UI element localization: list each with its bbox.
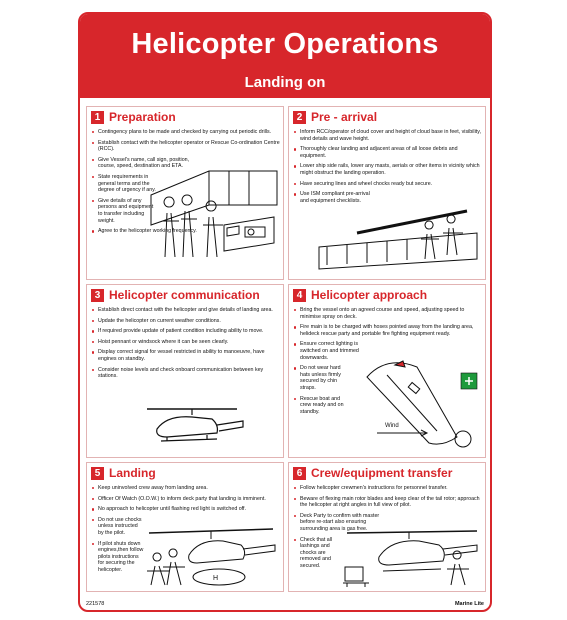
bullet-item: If required provide update of patient condition including ability to move.: [92, 328, 280, 335]
bullet-item: Do not wear hard hats unless firmly secured by chin straps.: [294, 365, 346, 391]
svg-text:H: H: [213, 575, 219, 582]
bullet-item: Hoist pennant or windsock where it can be seen clearly.: [92, 339, 280, 346]
product-code: 221578: [86, 601, 105, 607]
bullet-item: Consider noise levels and check onboard communication between key stations.: [92, 367, 280, 380]
bullet-item: Use ISM compliant pre-arrival and equipment checklists.: [294, 191, 380, 204]
bullet-item: Keep uninvolved crew away from landing area.: [92, 485, 280, 492]
bullet-item: Check that all lashings and chocks are removed and secured.: [294, 537, 340, 570]
helicopter-landing-illustration: [143, 525, 279, 589]
poster-header: [80, 14, 490, 98]
section-number: 2: [293, 111, 306, 124]
poster-subtitle: Landing on: [244, 74, 326, 91]
section-title: Crew/equipment transfer: [311, 466, 453, 480]
section-number: 3: [91, 289, 104, 302]
bullet-item: Contingency plans to be made and checked by carrying out periodic drills.: [92, 129, 282, 136]
bullet-list: [294, 129, 482, 208]
section-pre-arrival: [288, 106, 486, 280]
section-number: 5: [91, 467, 104, 480]
section-title: Pre - arrival: [311, 110, 378, 124]
wind-label: Wind: [385, 423, 399, 429]
bullet-item: If pilot shuts down engines,then follow pilots instructions for securing the helicopter.: [92, 541, 144, 574]
bullet-item: Agree to the helicopter working frequency.: [92, 228, 278, 235]
bullet-item: Give details of any persons and equipment to transfer including weight.: [92, 198, 156, 224]
bullet-item: Ensure correct lighting is switched on and trimmed downwards.: [294, 341, 372, 361]
bullet-item: Do not use chocks unless instructed by the pilot.: [92, 517, 144, 537]
safety-poster: [78, 12, 492, 612]
poster-title: Helicopter Operations: [131, 28, 439, 60]
section-number: 6: [293, 467, 306, 480]
deck-crew-illustration: [317, 203, 481, 273]
bullet-list: [92, 307, 280, 384]
bullet-item: Establish contact with the helicopter operator or Rescue Co-ordination Centre (RCC).: [92, 140, 282, 153]
brand-label: Marine Lite: [454, 601, 484, 607]
helicopter-icon: [137, 403, 247, 453]
section-helicopter-approach: [288, 284, 486, 458]
section-title: Landing: [109, 466, 156, 480]
bullet-item: No approach to helicopter until flashing red light is switched off.: [92, 506, 280, 513]
bullet-item: Inform RCC/operator of cloud cover and height of cloud base in feet, visibility, wind details and wave height.: [294, 129, 482, 142]
section-preparation: [86, 106, 284, 280]
bullet-item: Officer Of Watch (O.O.W.) to inform deck party that landing is imminent.: [92, 496, 280, 503]
bullet-item: Update the helicopter on current weather conditions.: [92, 318, 280, 325]
bridge-illustration: [149, 165, 279, 265]
section-landing: [86, 462, 284, 592]
bullet-item: Establish direct contact with the helicopter and give details of landing area.: [92, 307, 280, 314]
bullet-item: Give Vessel's name, call sign, position, course, speed, destination and ETA.: [92, 157, 190, 170]
section-title: Helicopter approach: [311, 288, 428, 302]
crew-transfer-illustration: [339, 525, 481, 589]
bullet-item: Display correct signal for vessel restricted in ability to manoeuvre, have engines on standby.: [92, 349, 280, 362]
bullet-item: State requirements in general terms and the degree of urgency if any.: [92, 174, 156, 194]
bullet-item: Fire main is to be charged with hoses pointed away from the landing area, helideck rescue party and portable fire fighting equipment ready.: [294, 324, 482, 337]
section-number: 1: [91, 111, 104, 124]
ship-approach-illustration: [347, 347, 483, 453]
bullet-item: Have securing lines and wheel chocks ready but secure.: [294, 181, 482, 188]
bullet-item: Thoroughly clear landing and adjacent areas of all loose debris and equipment.: [294, 146, 482, 159]
bullet-item: Deck Party to confirm with master before re-start also ensuring surrounding area is gas free.: [294, 513, 388, 533]
section-helicopter-communication: [86, 284, 284, 458]
section-title: Helicopter communication: [109, 288, 260, 302]
bullet-item: Rescue boat and crew ready and on standby.: [294, 396, 346, 416]
bullet-item: Beware of flexing main rotor blades and keep clear of the tail rotor; approach the helicopter at right angles in full view of pilot.: [294, 496, 482, 509]
bullet-item: Lower ship side rails, lower any masts, aerials or other items in vicinity which might obstruct the landing operation.: [294, 163, 482, 176]
section-title: Preparation: [109, 110, 176, 124]
bullet-item: Bring the vessel onto an agreed course and speed, adjusting speed to minimise spray on deck.: [294, 307, 482, 320]
section-number: 4: [293, 289, 306, 302]
section-crew-equipment-transfer: [288, 462, 486, 592]
bullet-item: Follow helicopter crewmen's instructions for personnel transfer.: [294, 485, 482, 492]
